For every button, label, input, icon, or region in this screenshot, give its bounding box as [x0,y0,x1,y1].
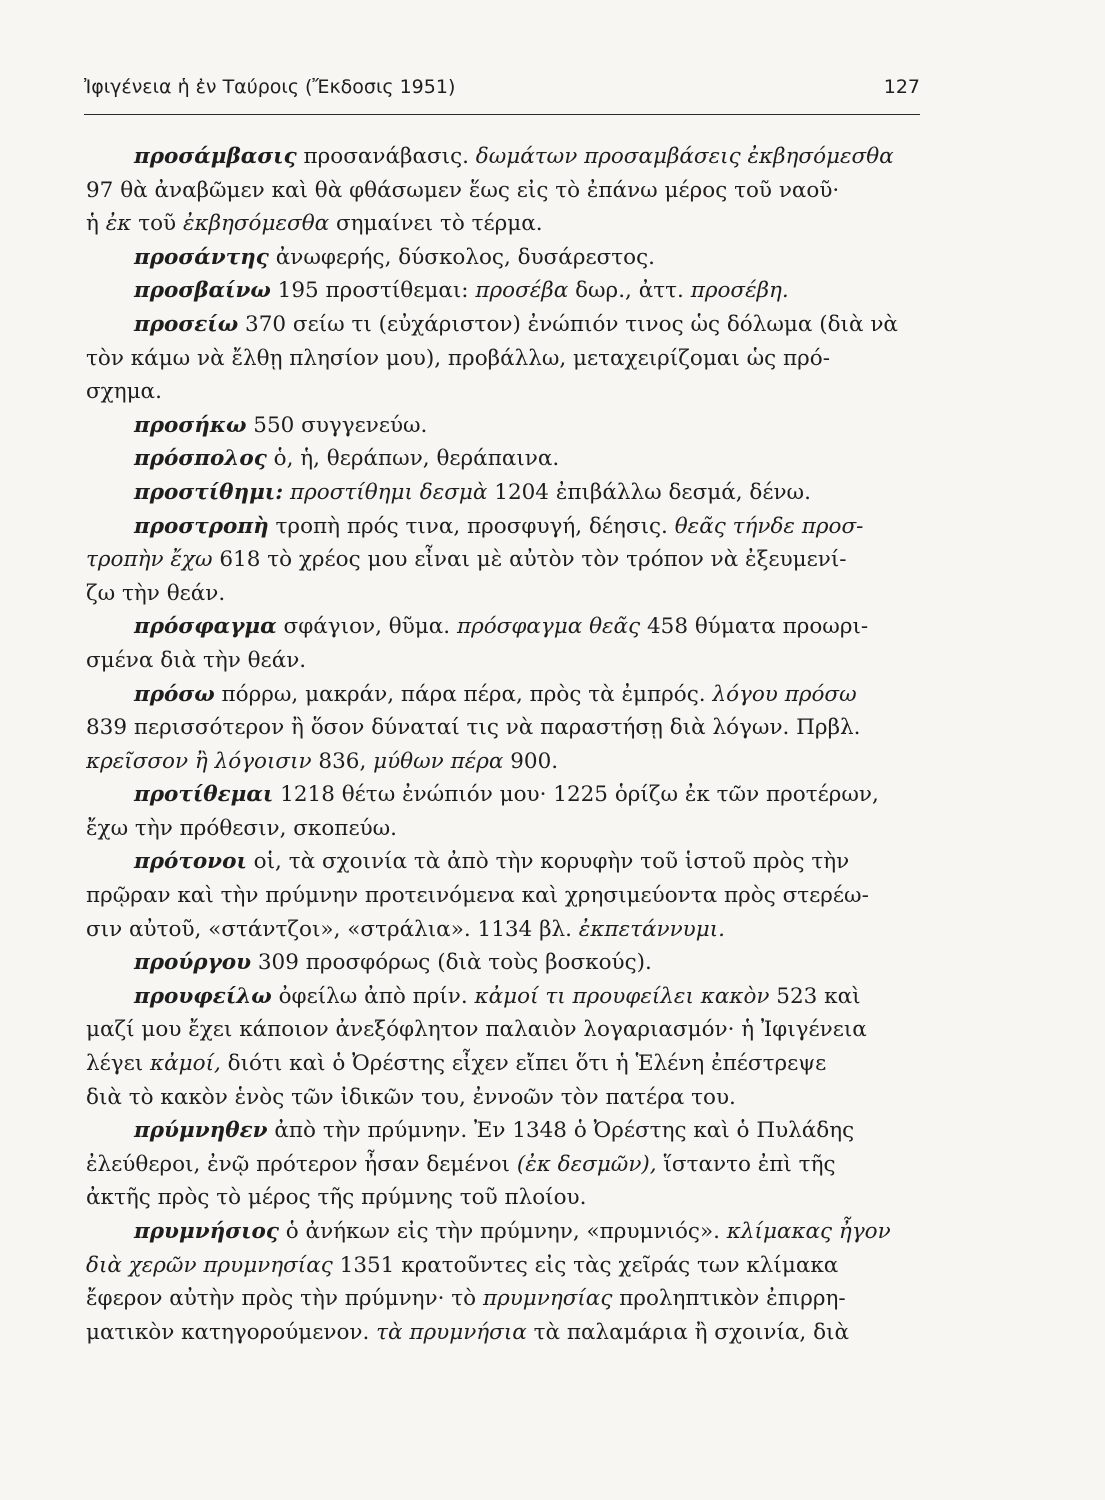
entry-continuation-line [86,174,922,208]
definition-text: 836, [311,748,374,774]
headword: πρόσπολος [134,446,267,472]
entry-first-line [86,476,922,510]
glossary-body [86,140,922,1349]
headword: προσάμβασις [134,144,297,169]
entry-first-line [86,610,922,644]
quoted-phrase: τροπὴν ἔχω [86,547,213,573]
headword: προστίθημι: [134,479,284,505]
definition-text: πόρρω, μακράν, πάρα πέρα, πρὸς τὰ ἐμπρός. [214,681,713,707]
definition-text: σιν αὐτοῦ, «στάντζοι», «στράλια». 1134 βλ. [86,916,579,942]
entry-first-line [86,241,922,275]
quoted-phrase: κρεῖσσον ἢ λόγοισιν [86,748,312,774]
entry-continuation-line [86,1282,922,1316]
headword: προσβαίνω [134,278,271,304]
definition-text: σμένα διὰ τὴν θεάν. [86,647,307,673]
quoted-phrase: θεᾶς τήνδε προσ- [674,513,864,539]
entry-continuation-line [86,577,922,611]
definition-text: λέγει [86,1051,151,1077]
entry-first-line [86,140,922,174]
entry-first-line [86,778,922,812]
definition-text: τροπὴ πρός τινα, προσφυγή, δέησις. [268,513,675,539]
quoted-phrase: λόγου πρόσω [712,681,857,707]
headword: προύργου [134,950,252,976]
headword: πρόσφαγμα [134,614,277,640]
entry-continuation-line [86,1081,922,1115]
entry-continuation-line [86,1047,922,1081]
definition-text: σφάγιον, θῦμα. [276,614,457,640]
headword: προυφείλω [134,983,272,1009]
definition-text: 1351 κρατοῦντες εἰς τὰς χεῖράς των κλίμακα [332,1252,839,1278]
definition-text: σχημα. [86,379,162,405]
headword: προσάντης [134,244,269,270]
entry-continuation-line [86,375,922,409]
entry-continuation-line [86,644,922,678]
definition-text: 195 προστίθεμαι: [270,278,476,304]
definition-text: ὁ, ἡ, θεράπων, θεράπαινα. [266,446,560,472]
entry-continuation-line [86,1181,922,1215]
entry-continuation-line [86,1013,922,1047]
entry-first-line [86,442,922,476]
entry-continuation-line [86,913,922,947]
definition-text: 309 προσφόρως (διὰ τοὺς βοσκούς). [251,950,652,976]
definition-text: 839 περισσότερον ἢ ὅσον δύναταί τις νὰ παραστήσῃ διὰ λόγων. Πρβλ. [86,715,861,741]
header-title: Ἰφιγένεια ἡ ἐν Ταύροις (Ἔκδοσις 1951) [84,76,456,98]
quoted-phrase: πρυμνησίας [482,1286,613,1312]
definition-text: οἱ, τὰ σχοινία τὰ ἀπὸ τὴν κορυφὴν τοῦ ἱστοῦ πρὸς τὴν [246,849,850,875]
definition-text: ζω τὴν θεάν. [86,580,226,606]
definition-text: διότι καὶ ὁ Ὀρέστης εἶχεν εἴπει ὅτι ἡ Ἑλένη ἐπέστρεψε [220,1051,827,1077]
entry-first-line [86,1114,922,1148]
definition-text: 1218 θέτω ἐνώπιόν μου· 1225 ὁρίζω ἐκ τῶν προτέρων, [273,782,879,808]
entry-continuation-line [86,1249,922,1283]
definition-text: ἐλεύθεροι, ἐνῷ πρότερον ἦσαν δεμένοι [86,1151,517,1177]
entry-first-line [86,946,922,980]
definition-text: 523 καὶ [769,983,861,1009]
headword: πρόσω [134,681,215,707]
definition-text: μαζί μου ἔχει κάποιον ἀνεξόφλητον παλαιὸν λογαριασμόν· ἡ Ἰφιγένεια [86,1017,867,1043]
entry-continuation-line [86,879,922,913]
definition-text: ἀπὸ τὴν πρύμνην. Ἐν 1348 ὁ Ὀρέστης καὶ ὁ Πυλάδης [267,1118,855,1144]
definition-text: τοῦ [131,211,183,237]
entry-first-line [86,980,922,1014]
definition-text: 370 σείω τι (εὐχάριστον) ἐνώπιόν τινος ὡς δόλωμα (διὰ νὰ [238,311,898,337]
quoted-phrase: διὰ χερῶν πρυμνησίας [86,1252,333,1278]
quoted-phrase: προσέβα [475,278,569,304]
quoted-phrase: κἀμοί, [150,1051,221,1077]
entry-first-line [86,274,922,308]
quoted-phrase: πρόσφαγμα θεᾶς [456,614,641,640]
definition-text: 458 θύματα προωρι- [640,614,869,640]
definition-text: ἔφερον αὐτὴν πρὸς τὴν πρύμνην· τὸ [86,1286,483,1312]
entry-continuation-line [86,711,922,745]
quoted-phrase: ἐκβησόμεσθα [182,211,330,237]
definition-text: ἔχω τὴν πρόθεσιν, σκοπεύω. [86,815,398,841]
headword: πρυμνήσιος [134,1219,279,1244]
entry-first-line [86,510,922,544]
entry-continuation-line [86,1316,922,1350]
quoted-phrase: μύθων πέρα [373,748,504,774]
definition-text: ὀφείλω ἀπὸ πρίν. [271,983,475,1009]
quoted-phrase: τὰ πρυμνήσια [376,1319,527,1345]
entry-first-line [86,845,922,879]
quoted-phrase: (ἐκ δεσμῶν), [516,1151,657,1177]
definition-text: πρῷραν καὶ τὴν πρύμνην προτεινόμενα καὶ χρησιμεύοντα πρὸς στερέω- [86,883,869,909]
quoted-phrase: κἀμοί τι προυφείλει κακὸν [474,983,770,1009]
entry-first-line [86,678,922,712]
entry-first-line [86,1215,922,1249]
entry-first-line [86,409,922,443]
definition-text: προληπτικὸν ἐπιρρη- [612,1286,846,1312]
quoted-phrase: ἐκ [105,211,132,237]
headword: προσείω [134,311,239,337]
entry-continuation-line [86,342,922,376]
headword: πρύμνηθεν [134,1118,268,1144]
quoted-phrase: προσέβη. [690,278,789,304]
definition-text: ἀνωφερής, δύσκολος, δυσάρεστος. [268,244,655,270]
headword: προστροπὴ [134,513,269,539]
quoted-phrase: προστίθημι δεσμὰ [290,479,488,505]
entry-continuation-line [86,1148,922,1182]
definition-text: 618 τὸ χρέος μου εἶναι μὲ αὐτὸν τὸν τρόπον νὰ ἐξευμενί- [212,547,847,573]
entry-continuation-line [86,543,922,577]
definition-text: ἀκτῆς πρὸς τὸ μέρος τῆς πρύμνης τοῦ πλοίου. [86,1185,587,1211]
headword: προσήκω [134,412,247,438]
definition-text [283,480,290,505]
headword: πρότονοι [134,849,247,875]
definition-text: δωρ., ἀττ. [568,278,691,304]
entry-first-line [86,308,922,342]
entry-continuation-line [86,812,922,846]
definition-text: διὰ τὸ κακὸν ἑνὸς τῶν ἰδικῶν του, ἐννοῶν τὸν πατέρα του. [86,1084,736,1110]
entry-continuation-line [86,207,922,241]
definition-text: ἵσταντο ἐπὶ τῆς [656,1151,836,1177]
definition-text: 97 θὰ ἀναβῶμεν καὶ θὰ φθάσωμεν ἕως εἰς τὸ ἐπάνω μέρος τοῦ ναοῦ· [86,177,840,203]
definition-text: τὸν κάμω νὰ ἔλθῃ πλησίον μου), προβάλλω, μεταχειρίζομαι ὡς πρό- [86,345,830,371]
definition-text: τὰ παλαμάρια ἢ σχοινία, διὰ [526,1319,849,1345]
quoted-phrase: δωμάτων προσαμβάσεις ἐκβησόμεσθα [475,144,894,169]
definition-text: ἡ [86,211,106,237]
definition-text: ματικὸν κατηγορούμενον. [86,1319,377,1345]
quoted-phrase: ἐκπετάννυμι. [578,916,725,942]
definition-text: σημαίνει τὸ τέρμα. [329,211,543,237]
running-header [84,76,920,98]
quoted-phrase: κλίμακας ἦγον [726,1219,891,1244]
definition-text: 900. [503,748,559,774]
definition-text: προσανάβασις. [296,144,476,169]
definition-text: 550 συγγενεύω. [246,412,428,438]
headword: προτίθεμαι [134,782,274,808]
definition-text: 1204 ἐπιβάλλω δεσμά, δένω. [487,479,811,505]
header-rule [84,114,920,115]
definition-text: ὁ ἀνήκων εἰς τὴν πρύμνην, «πρυμνιός». [278,1219,727,1244]
entry-continuation-line [86,745,922,779]
page-number: 127 [883,76,920,98]
